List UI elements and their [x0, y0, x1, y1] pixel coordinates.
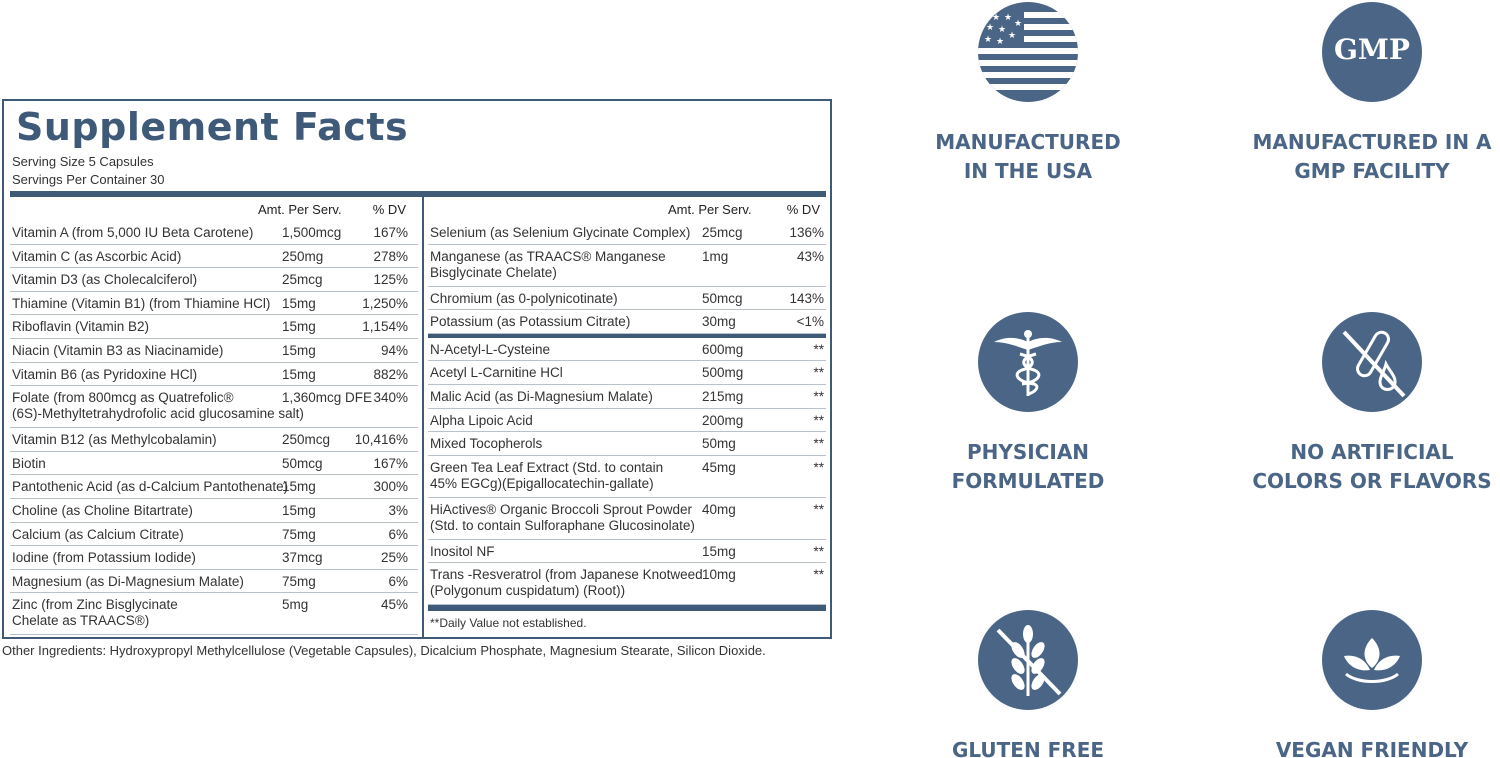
nutrient-row: [10, 570, 418, 594]
right-nutrient-column: [428, 197, 826, 630]
nutrient-amount: 5mg: [282, 597, 309, 613]
other-ingredients: Other Ingredients: Hydroxypropyl Methylcellulose (Vegetable Capsules), Dicalcium Phosphate, Magnesium Stearate, Silicon Dioxide.: [2, 643, 766, 658]
supplement-facts-panel: [2, 99, 832, 639]
badge-line2: COLORS OR FLAVORS: [1252, 469, 1492, 493]
caduceus-icon: [978, 312, 1078, 412]
dv-header: % DV: [372, 202, 406, 217]
nutrient-amount: 10mg: [702, 567, 736, 583]
nutrient-row: [428, 385, 826, 409]
nutrient-name-line2: Bisglycinate Chelate): [430, 264, 557, 280]
nutrient-daily-value: 340%: [373, 390, 408, 406]
left-column-header: [10, 197, 418, 221]
badge-line1: NO ARTIFICIAL: [1290, 440, 1454, 464]
nutrient-name: Calcium (as Calcium Citrate): [12, 526, 184, 542]
nutrient-row: [10, 546, 418, 570]
badge-line1: VEGAN FRIENDLY: [1275, 738, 1469, 758]
facts-title: Supplement Facts: [16, 105, 409, 149]
badge-line2: GMP FACILITY: [1294, 159, 1450, 183]
nutrient-name: Acetyl L-Carnitine HCl: [430, 365, 563, 381]
nutrient-daily-value: 3%: [388, 502, 408, 518]
nutrient-name: Vitamin B6 (as Pyridoxine HCl): [12, 366, 198, 382]
nutrient-daily-value: 43%: [796, 248, 824, 264]
nutrient-name: Mixed Tocopherols: [430, 436, 543, 452]
right-rows-minerals: [428, 221, 826, 334]
nutrient-amount: 600mg: [702, 341, 744, 357]
nutrient-row: [428, 221, 826, 245]
nutrient-name: Chromium (as 0-polynicotinate): [430, 290, 618, 306]
right-rows-other: [428, 338, 826, 606]
nutrient-amount: 15mg: [702, 543, 736, 559]
nutrient-name: [12, 390, 304, 422]
nutrient-amount: 15mg: [282, 502, 316, 518]
nutrient-name-line1: Manganese (as TRAACS® Manganese: [430, 248, 666, 264]
nutrient-daily-value: 6%: [388, 526, 408, 542]
badge-line1: PHYSICIAN: [966, 440, 1090, 464]
svg-text:★: ★: [1008, 31, 1017, 41]
nutrient-name-line1: Trans -Resveratrol (from Japanese Knotweed: [430, 567, 703, 583]
left-nutrient-column: [10, 197, 418, 635]
nutrient-amount: 250mcg: [282, 432, 331, 448]
badge-no-artificial: [1242, 312, 1500, 496]
vegan-leaf-icon: [1322, 610, 1422, 710]
badge-line2: FORMULATED: [951, 469, 1105, 493]
nutrient-name-line2: 45% EGCg)(Epigallocatechin-gallate): [430, 475, 654, 491]
nutrient-name-line2: Chelate as TRAACS®): [12, 613, 150, 629]
nutrient-row: [10, 523, 418, 547]
nutrient-row: [428, 563, 826, 605]
badge-line2: IN THE USA: [963, 159, 1093, 183]
nutrient-name: [430, 460, 663, 492]
nutrient-row: [428, 409, 826, 433]
left-rows: [10, 221, 418, 635]
nutrient-row: [10, 593, 418, 635]
nutrient-daily-value: 125%: [373, 272, 408, 288]
nutrient-amount: 75mg: [282, 573, 316, 589]
nutrient-row: [428, 361, 826, 385]
gluten-free-icon: [978, 610, 1078, 710]
nutrient-daily-value: **: [813, 388, 824, 404]
badge-usa: [898, 2, 1158, 186]
nutrient-row: [10, 452, 418, 476]
nutrient-amount: 50mcg: [282, 455, 323, 471]
nutrient-name: Potassium (as Potassium Citrate): [430, 314, 631, 330]
dv-header: % DV: [786, 202, 820, 217]
nutrient-name-line2: (Polygonum cuspidatum) (Root)): [430, 583, 626, 599]
svg-text:★: ★: [996, 37, 1005, 47]
nutrient-amount: 1,360mcg DFE: [282, 390, 373, 406]
nutrient-name-line2: (Std. to contain Sulforaphane Glucosinolate): [430, 517, 695, 533]
nutrient-daily-value: 45%: [380, 597, 408, 613]
nutrient-name: Alpha Lipoic Acid: [430, 412, 533, 428]
nutrient-amount: 15mg: [282, 342, 316, 358]
no-artificial-icon: [1322, 312, 1422, 412]
nutrient-name: Pantothenic Acid (as d-Calcium Pantothenate): [12, 479, 289, 495]
svg-text:★: ★: [986, 23, 995, 33]
column-divider: [422, 196, 424, 637]
nutrient-name-line1: Zinc (from Zinc Bisglycinate: [12, 597, 178, 613]
svg-text:★: ★: [992, 13, 1001, 23]
nutrient-name-line2: (6S)-Methyltetrahydrofolic acid glucosamine salt): [12, 406, 304, 422]
nutrient-daily-value: 6%: [388, 573, 408, 589]
nutrient-row: [10, 499, 418, 523]
amount-header: Amt. Per Serv.: [668, 202, 752, 217]
svg-text:★: ★: [1014, 19, 1023, 29]
nutrient-daily-value: 136%: [789, 225, 824, 240]
nutrient-name: Inositol NF: [430, 543, 495, 559]
nutrient-daily-value: <1%: [796, 314, 824, 330]
nutrient-daily-value: 1,250%: [362, 295, 408, 311]
nutrient-name-line1: Folate (from 800mcg as Quatrefolic®: [12, 390, 234, 406]
nutrient-amount: 25mcg: [702, 225, 743, 240]
badge-line1: MANUFACTURED: [935, 130, 1121, 154]
nutrient-name: Biotin: [12, 455, 46, 471]
nutrient-amount: 500mg: [702, 365, 744, 381]
svg-text:★: ★: [1004, 13, 1013, 23]
nutrient-row: [10, 268, 418, 292]
nutrient-daily-value: **: [813, 543, 824, 559]
nutrient-amount: 15mg: [282, 479, 316, 495]
nutrient-daily-value: 1,154%: [362, 319, 408, 335]
nutrient-amount: 25mcg: [282, 272, 323, 288]
nutrient-amount: 75mg: [282, 526, 316, 542]
nutrient-amount: 30mg: [702, 314, 736, 330]
nutrient-amount: 1mg: [702, 248, 729, 264]
nutrient-daily-value: 167%: [373, 225, 408, 240]
nutrient-amount: 200mg: [702, 412, 744, 428]
nutrient-daily-value: 278%: [373, 248, 408, 264]
nutrient-row: [10, 245, 418, 269]
svg-text:★: ★: [984, 35, 993, 45]
gmp-icon-text: GMP: [1334, 33, 1410, 66]
nutrient-daily-value: **: [813, 459, 824, 475]
nutrient-row: [10, 475, 418, 499]
nutrient-row: [10, 386, 418, 428]
nutrient-amount: 37mcg: [282, 550, 323, 566]
nutrient-daily-value: 300%: [373, 479, 408, 495]
nutrient-row: [10, 292, 418, 316]
nutrient-amount: 50mcg: [702, 290, 743, 306]
nutrient-name-line1: Green Tea Leaf Extract (Std. to contain: [430, 459, 664, 475]
nutrient-daily-value: 94%: [380, 342, 408, 358]
nutrient-daily-value: **: [813, 365, 824, 381]
amount-header: Amt. Per Serv.: [258, 202, 342, 217]
nutrient-daily-value: **: [813, 341, 824, 357]
nutrient-row: [428, 540, 826, 564]
nutrient-amount: 45mg: [702, 459, 736, 475]
nutrient-row: [428, 245, 826, 287]
gmp-icon: [1322, 2, 1422, 102]
nutrient-name: Magnesium (as Di-Magnesium Malate): [12, 573, 244, 589]
nutrient-amount: 15mg: [282, 319, 316, 335]
serving-size: Serving Size 5 Capsules: [12, 154, 154, 169]
nutrient-amount: 40mg: [702, 501, 736, 517]
nutrient-row: [10, 428, 418, 452]
nutrient-daily-value: 882%: [373, 366, 408, 382]
nutrient-name: [430, 502, 695, 534]
nutrient-name: [430, 249, 666, 281]
nutrient-row: [428, 432, 826, 456]
badge-line1: GLUTEN FREE: [951, 738, 1105, 758]
nutrient-row: [10, 339, 418, 363]
nutrient-row: [428, 287, 826, 311]
nutrient-name: Vitamin A (from 5,000 IU Beta Carotene): [12, 225, 254, 240]
nutrient-daily-value: **: [813, 436, 824, 452]
nutrient-name: Vitamin C (as Ascorbic Acid): [12, 248, 182, 264]
nutrient-name: Iodine (from Potassium Iodide): [12, 550, 196, 566]
badge-physician: [898, 312, 1158, 496]
badge-vegan: [1242, 610, 1500, 758]
usa-flag-icon: [978, 2, 1078, 102]
daily-value-footnote: **Daily Value not established.: [430, 616, 587, 631]
badge-line1: MANUFACTURED IN A: [1252, 130, 1492, 154]
nutrient-amount: 15mg: [282, 366, 316, 382]
badge-gmp: [1242, 2, 1500, 186]
nutrient-name: Niacin (Vitamin B3 as Niacinamide): [12, 342, 224, 358]
nutrient-name: Choline (as Choline Bitartrate): [12, 502, 193, 518]
nutrient-name: Selenium (as Selenium Glycinate Complex): [430, 225, 691, 240]
nutrient-amount: 215mg: [702, 388, 744, 404]
nutrient-daily-value: **: [813, 412, 824, 428]
nutrient-row: [428, 338, 826, 362]
servings-per-container: Servings Per Container 30: [12, 172, 165, 187]
nutrient-row: [10, 315, 418, 339]
nutrient-name-line1: HiActives® Organic Broccoli Sprout Powder: [430, 501, 693, 517]
nutrient-name: [12, 597, 178, 629]
nutrient-daily-value: **: [813, 567, 824, 583]
nutrient-daily-value: 25%: [380, 550, 408, 566]
nutrient-row: [428, 310, 826, 334]
nutrient-row: [428, 456, 826, 498]
nutrient-name: [430, 567, 703, 599]
nutrient-row: [10, 363, 418, 387]
nutrient-daily-value: **: [813, 501, 824, 517]
nutrient-amount: 250mg: [282, 248, 324, 264]
nutrient-amount: 50mg: [702, 436, 736, 452]
nutrient-name: Vitamin D3 (as Cholecalciferol): [12, 272, 198, 288]
svg-text:★: ★: [998, 25, 1007, 35]
nutrient-row: [10, 221, 418, 245]
nutrient-name: N-Acetyl-L-Cysteine: [430, 341, 551, 357]
nutrient-amount: 1,500mcg: [282, 225, 342, 240]
nutrient-daily-value: 10,416%: [354, 432, 408, 448]
nutrient-daily-value: 143%: [789, 290, 824, 306]
nutrient-name: Riboflavin (Vitamin B2): [12, 319, 150, 335]
right-column-header: [428, 197, 826, 221]
badge-gluten-free: [898, 610, 1158, 758]
nutrient-name: Thiamine (Vitamin B1) (from Thiamine HCl): [12, 295, 271, 311]
nutrient-name: Malic Acid (as Di-Magnesium Malate): [430, 388, 653, 404]
nutrient-daily-value: 167%: [373, 455, 408, 471]
nutrient-row: [428, 498, 826, 540]
nutrient-amount: 15mg: [282, 295, 316, 311]
nutrient-name: Vitamin B12 (as Methylcobalamin): [12, 432, 217, 448]
